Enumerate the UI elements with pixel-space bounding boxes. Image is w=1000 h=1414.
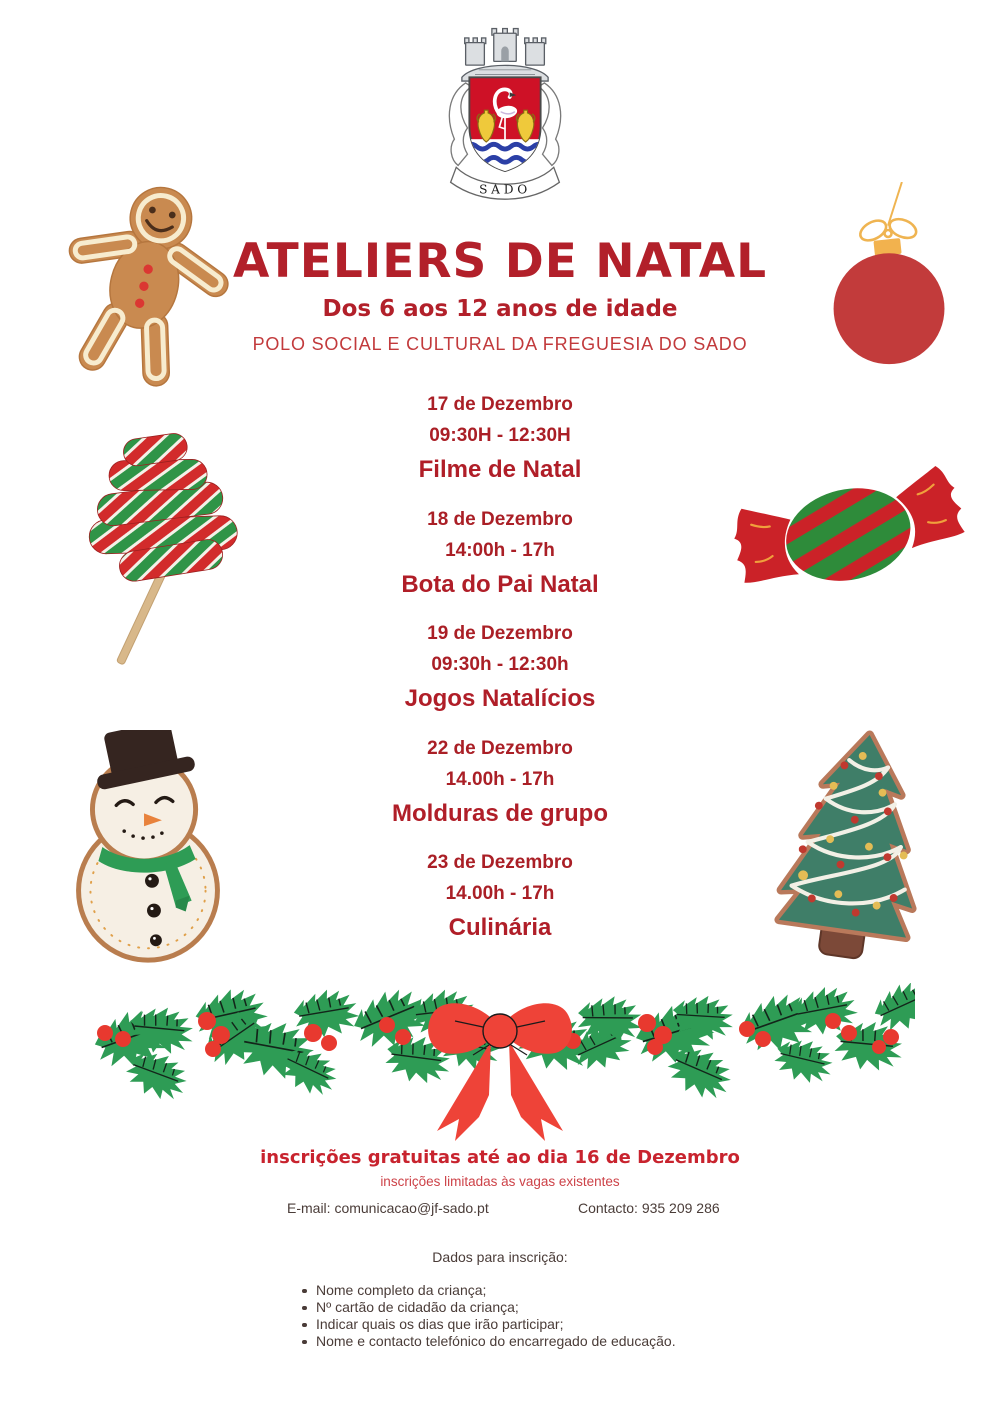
schedule-time: 09:30H - 12:30H [429,425,571,446]
lollipop-stick [116,568,167,665]
list-item: Nº cartão de cidadão da criança; [300,1299,760,1316]
registration-note: inscrições limitadas às vagas existentes [380,1174,620,1189]
schedule-date: 19 de Dezembro [427,623,573,644]
schedule-time: 14.00h - 17h [445,769,555,790]
name-banner [451,167,560,199]
schedule-activity: Culinária [448,914,552,941]
lollipop-candy-coils [82,430,241,585]
crest-banner-text: SADO [479,182,531,197]
poster-subtitle: Dos 6 aos 12 anos de idade [322,296,678,322]
schedule-activity: Molduras de grupo [392,800,608,827]
registration-deadline: inscrições gratuitas até ao dia 16 de Dezembro [260,1147,740,1168]
red-bow-icon [428,1003,572,1141]
christmas-tree-cookie-icon [750,726,958,968]
schedule-time: 14:00h - 17h [445,540,555,561]
schedule-date: 18 de Dezembro [427,509,573,530]
contact-email: E-mail: comunicacao@jf-sado.pt [287,1200,489,1216]
sado-coat-of-arms [430,22,580,202]
snowman-cookie-icon [56,730,241,978]
contact-phone: Contacto: 935 209 286 [578,1200,720,1216]
enrollment-requirements-list [300,1282,760,1350]
wrapped-candy-icon [728,450,970,622]
list-item: Indicar quais os dias que irão participar; [300,1316,760,1333]
organization-line: POLO SOCIAL E CULTURAL DA FREGUESIA DO SADO [252,334,748,354]
schedule-date: 23 de Dezembro [427,852,573,873]
candy-body [777,476,920,592]
schedule-date: 17 de Dezembro [427,394,573,415]
waves [466,139,545,173]
enrollment-heading: Dados para inscrição: [432,1249,568,1265]
schedule-date: 22 de Dezembro [427,738,573,759]
mural-crown-icon [462,29,548,82]
shield [466,77,545,173]
schedule-activity: Bota do Pai Natal [401,571,599,598]
schedule-activity: Filme de Natal [418,456,582,483]
schedule-activity: Jogos Natalícios [404,685,596,712]
schedule-time: 14.00h - 17h [445,883,555,904]
poster-title: ATELIERS DE NATAL [232,234,768,289]
candy-tree-lollipop-icon [70,430,248,675]
holly-garland-icon [85,983,915,1145]
cookie-tree-body [777,726,935,938]
list-item: Nome completo da criança; [300,1282,760,1299]
list-item: Nome e contacto telefónico do encarregado de educação. [300,1333,760,1350]
schedule-time: 09:30h - 12:30h [431,654,569,675]
